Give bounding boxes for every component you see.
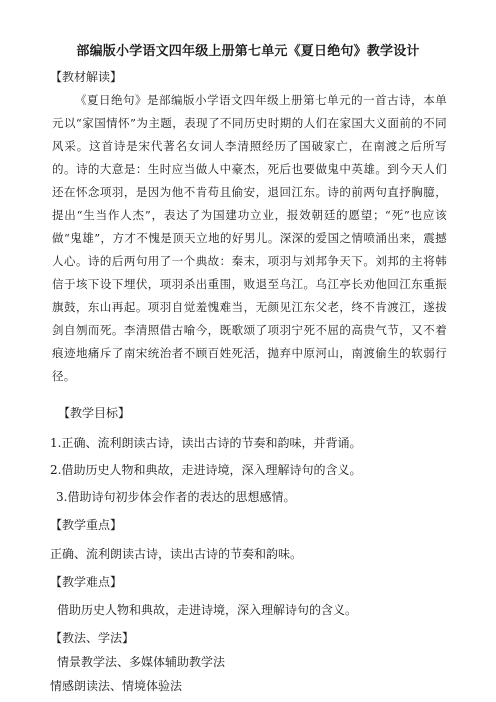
- method-item-1: 情景教学法、多媒体辅助教学法: [57, 655, 226, 669]
- document-title: 部编版小学语文四年级上册第七单元《夏日绝句》教学设计: [76, 44, 420, 59]
- difficulties-heading: 【教学难点】: [50, 575, 123, 589]
- method-item-2: 情感朗读法、情境体验法: [50, 679, 183, 693]
- goal-item-3: 3.借助诗句初步体会作者的表达的思想感情。: [56, 490, 296, 504]
- goal-item-1: 1.正确、流利朗读古诗，读出古诗的节奏和韵味，并背诵。: [50, 436, 362, 450]
- key-points-text: 正确、流利朗读古诗，读出古诗的节奏和韵味。: [50, 547, 303, 561]
- material-heading: 【教材解读】: [50, 70, 123, 84]
- goals-heading: 【教学目标】: [58, 406, 131, 420]
- goal-item-2: 2.借助历史人物和典故，走进诗境，深入理解诗句的含义。: [50, 463, 362, 477]
- material-paragraph: 《夏日绝句》是部编版小学语文四年级上册第七单元的一首古诗，本单元以“家国情怀”为主题，表现了不同历史时期的人们在家国大义面前的不同风采。这首诗是宋代著名女词人李清照经历了国破家亡，在南渡之后所写的。诗的大意是：生时应当做人中豪杰，死后也要做鬼中英雄。到今天人们还在怀念项羽，是因为他不肯苟且偷安，退回江东。诗的前两句直抒胸臆，提出“生当作人杰”，表达了为国建功立业，报效朝廷的愿望；“死”也应该做“鬼雄”，方才不愧是顶天立地的好男儿。深深的爱国之情喷涌出来，震撼人心。诗的后两句用了一个典故：秦末，项羽与刘邦争天下。刘邦的主将韩信于垓下设下埋伏，项羽杀出重围，败退至乌江。乌江亭长劝他回江东重振旗鼓，东山再起。项羽自觉羞愧难当，无颜见江东父老，终不肯渡江，遂拔剑自刎而死。李清照借古喻今，既歌颂了项羽宁死不屈的高贵气节，又不着痕迹地痛斥了南宋统治者不顾百姓死活，抛弃中原河山，南渡偷生的软弱行径。: [52, 93, 447, 383]
- difficulties-text: 借助历史人物和典故，走进诗境，深入理解诗句的含义。: [57, 603, 358, 617]
- key-points-heading: 【教学重点】: [50, 518, 123, 532]
- methods-heading: 【教法、学法】: [50, 631, 135, 645]
